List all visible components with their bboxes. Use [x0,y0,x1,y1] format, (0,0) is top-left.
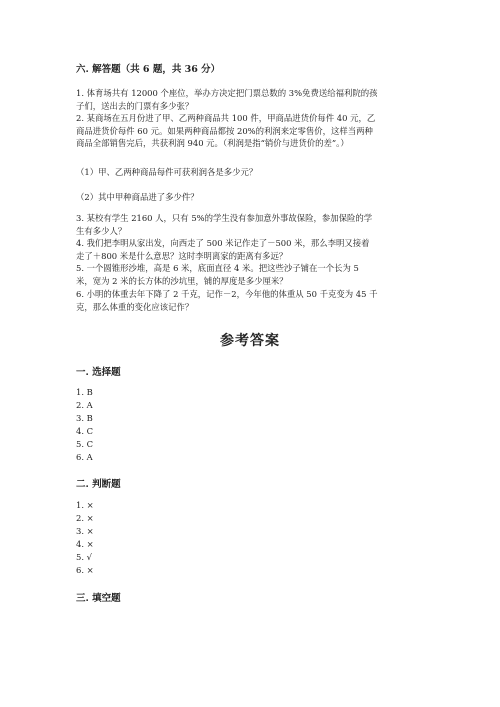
list-item: 5. C [76,439,94,449]
text-line: 走了＋800 米是什么意思？这时李明离家的距离有多远？ [76,250,288,261]
text-line: 2. 某商场在五月份进了甲、乙两种商品共 100 件，甲商品进货价每件 40 元，乙 [76,113,376,123]
list-item: 2. A [76,400,93,410]
text-line: 子们，送出去的门票有多少张？ [76,100,194,111]
list-item: 1. × [76,500,94,510]
list-item: 6. × [76,565,94,575]
answer-key-title: 参考答案 [220,333,280,349]
question-6 [76,288,428,313]
judge-answer-list [76,499,94,577]
choice-answer-list [76,386,93,464]
text-line: 生有多少人？ [76,225,127,236]
text-line: 4. 我们把李明从家出发，向西走了 500 米记作走了－500 米，那么李明又接着 [76,238,370,248]
choice-section-title: 一. 选择题 [76,367,121,378]
sub-question-1: （1）甲、乙两种商品每件可获利润各是多少元？ [76,167,258,177]
text-line: 克，那么体重的变化应该记作？ [76,301,194,312]
text-line: 6. 小明的体重去年下降了 2 千克，记作－2，今年他的体重从 50 千克变为 45 千 [76,289,378,299]
list-item: 4. × [76,539,94,549]
section-six-title: 六. 解答题（共 6 题，共 36 分） [76,64,221,75]
list-item: 1. B [76,387,93,397]
list-item: 2. × [76,513,94,523]
question-5 [76,262,428,287]
text-line [76,150,428,163]
question-4 [76,237,428,262]
list-item: 4. C [76,426,94,436]
question-1 [76,87,428,112]
list-item: 3. B [76,413,93,423]
text-line: 商品全部销售完后，共获利润 940 元。（利润是指“销价与进货价的差”。） [76,138,349,149]
text-line: 商品进货价每件 60 元。如果两种商品都按 20%的利润来定零售价，这样当两种 [76,125,373,136]
text-line: 5. 一个圆锥形沙堆，高是 6 米，底面直径 4 米。把这些沙子铺在一个长为 5 [76,263,359,273]
list-item: 3. × [76,526,94,536]
judge-section-title: 二. 判断题 [76,479,121,490]
text-line: 3. 某校有学生 2160 人，只有 5%的学生没有参加意外事故保险，参加保险的学 [76,213,373,223]
question-2 [76,112,428,162]
text-line: 米，宽为 2 米的长方体的沙坑里，铺的厚度是多少厘米？ [76,275,288,286]
sub-question-2: （2）其中甲种商品进了多少件？ [76,192,199,202]
list-item: 6. A [76,452,93,462]
list-item: 5. √ [76,552,92,562]
fill-section-title: 三. 填空题 [76,593,121,604]
text-line: 1. 体育场共有 12000 个座位，举办方决定把门票总数的 3%免费送给福利院的孩 [76,88,378,98]
question-3 [76,212,428,237]
